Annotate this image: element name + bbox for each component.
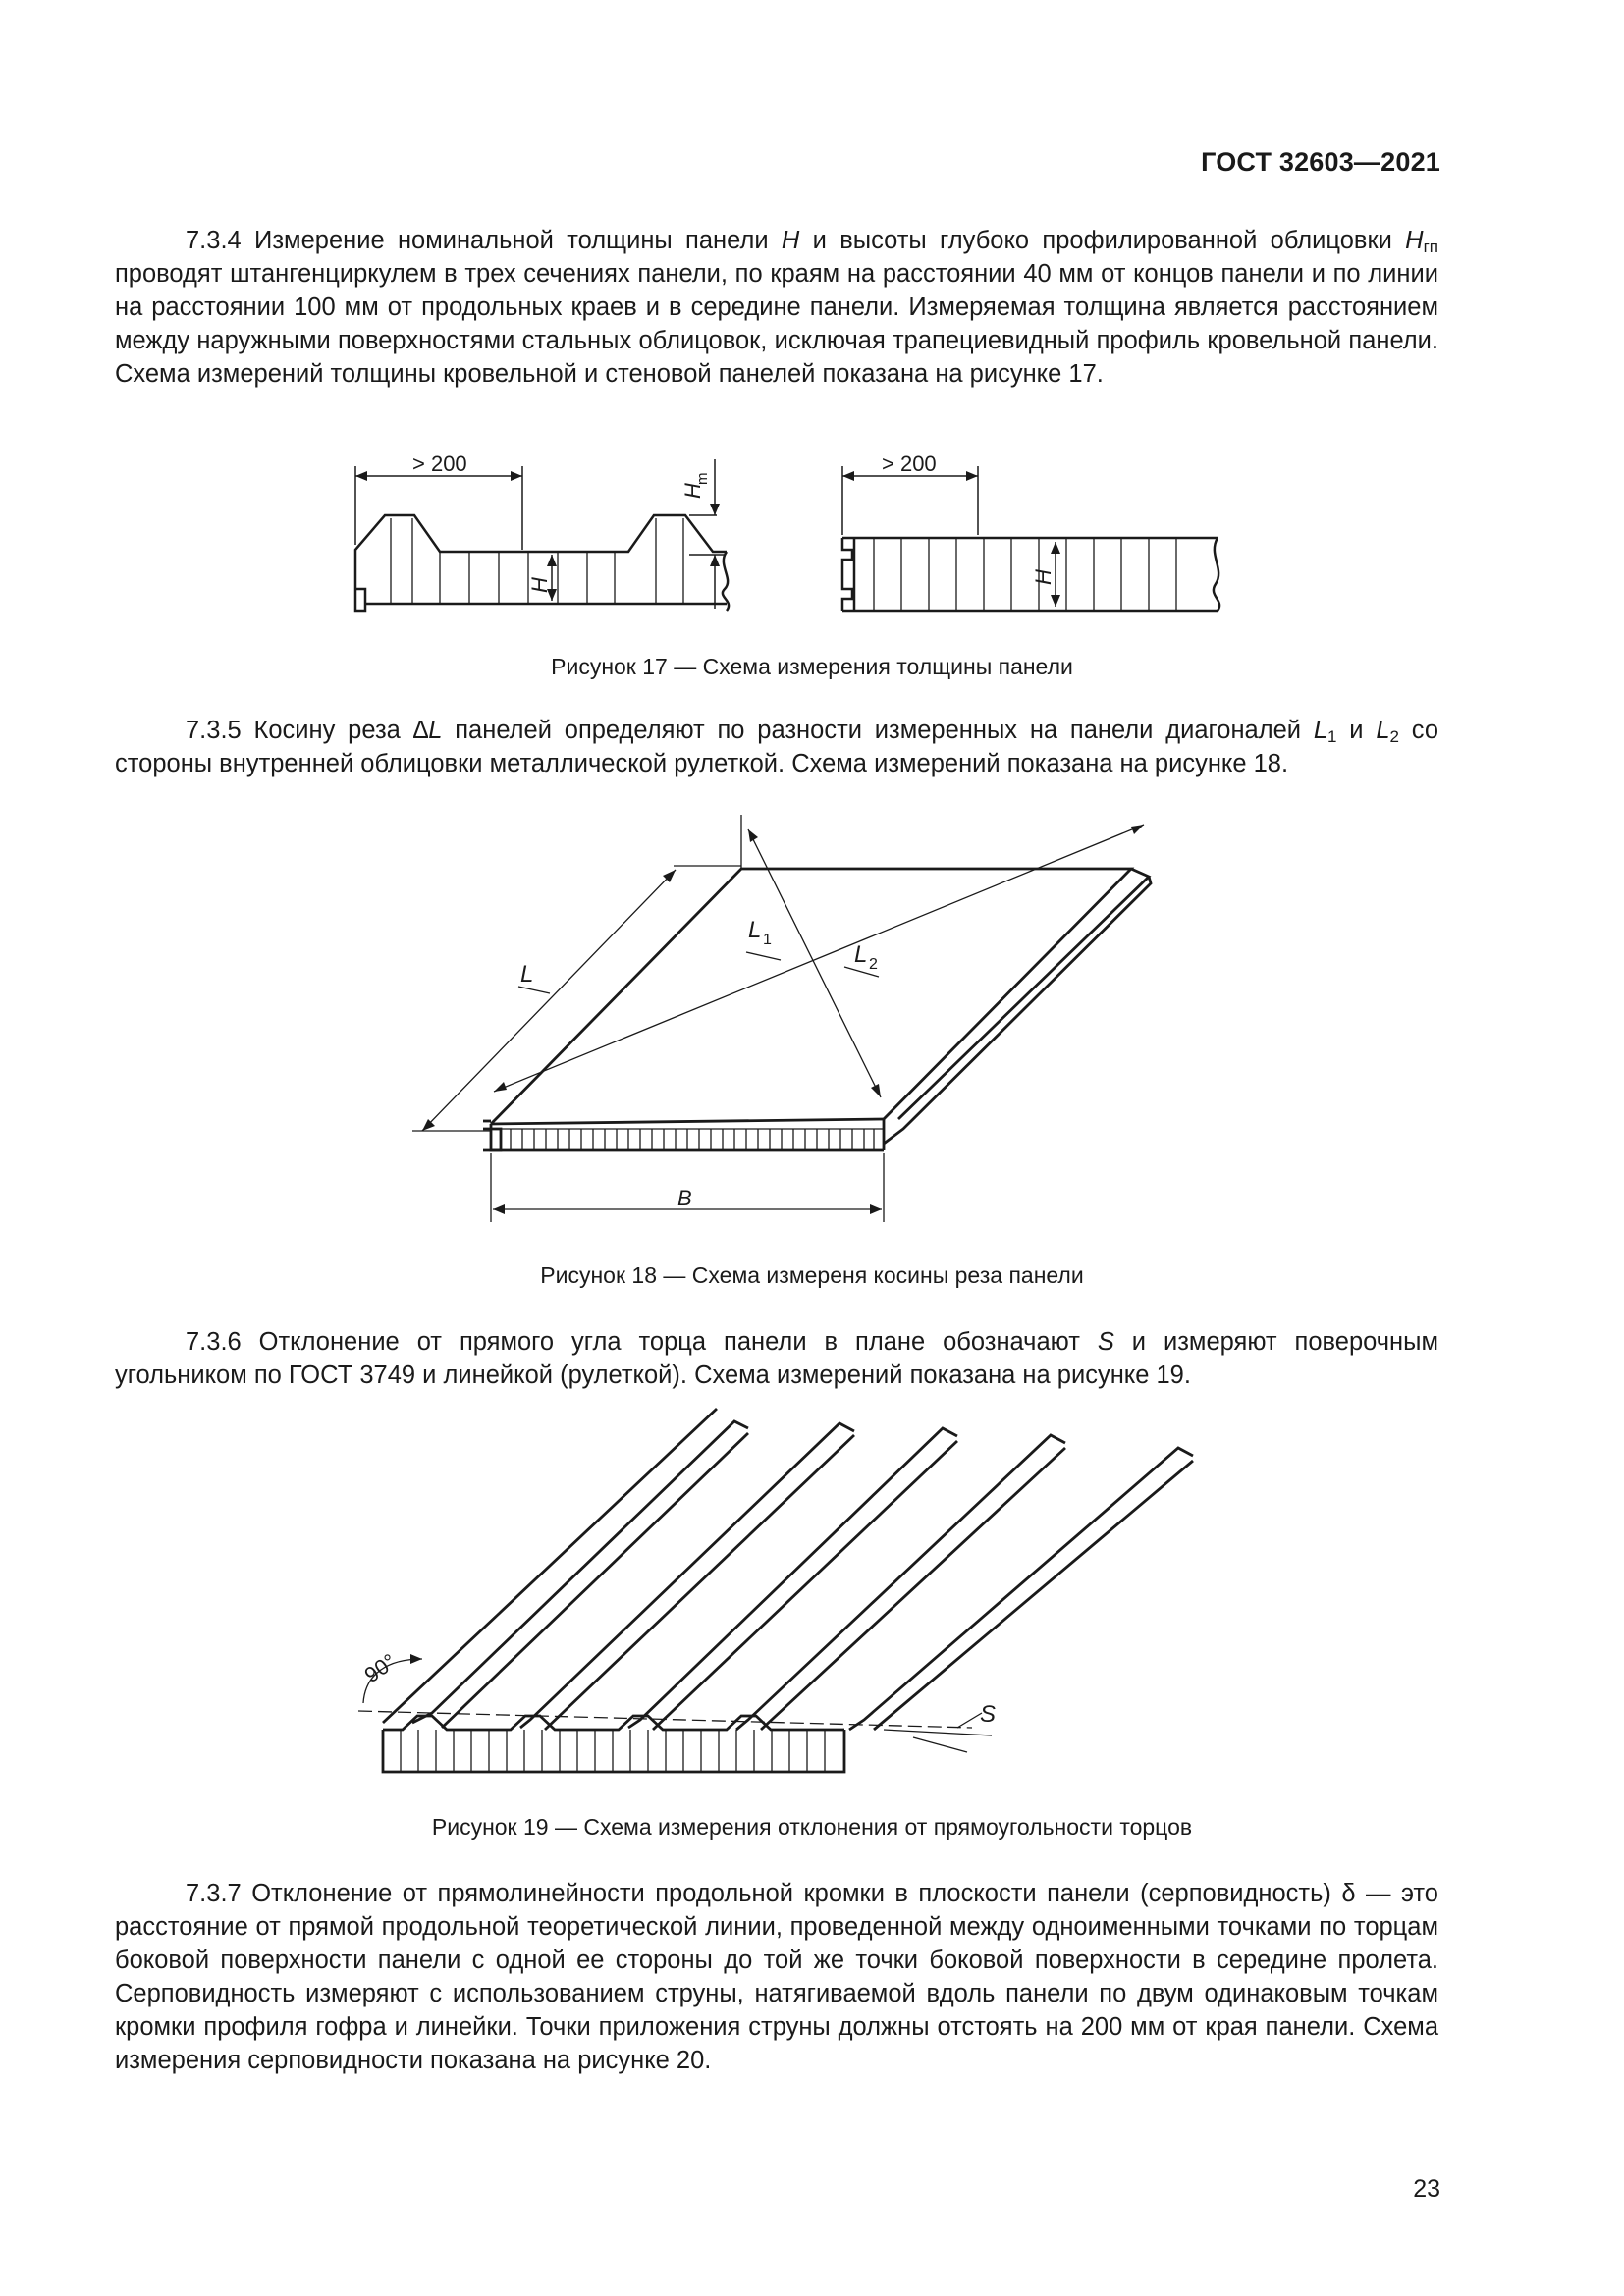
fig18-label-l: L — [520, 961, 534, 988]
fig19-label-s: S — [980, 1701, 997, 1728]
figure-17-drawing — [0, 0, 1624, 687]
p735-text-1: 7.3.5 Косину реза — [186, 717, 413, 744]
figure-18-caption: Рисунок 18 — Схема измереня косины реза панели — [540, 1262, 1084, 1288]
fig17-dim-right: > 200 — [882, 452, 937, 476]
paragraph-7-3-7 — [115, 1877, 1438, 2077]
fig17-label-hm-sub: m — [694, 472, 711, 485]
p735-text-4: со стороны внутренней облицовки металлической рулеткой. Схема измерений показана на рисунке 18. — [115, 717, 1438, 777]
paragraph-7-3-6 — [115, 1325, 1438, 1392]
page-number: 23 — [1413, 2175, 1440, 2203]
p736-text-1: 7.3.6 Отклонение от прямого угла торца панели в плане обозначают — [186, 1328, 1098, 1356]
p737-text: 7.3.7 Отклонение от прямолинейности продольной кромки в плоскости панели (серповидность) δ — это расстояние от прямой продольной теоретической линии, проведенной между одноименными точками по торцам боковой поверхности панели с одной ее стороны до той же точки боковой поверхности в середине пролета. Серповидность измеряют с использованием струны, натягиваемой вдоль панели по двум одинаковым точкам кромки профиля гофра и линейки. Точки приложения струны должны отстоять на 200 мм от края панели. Схема измерения серповидности показана на рисунке 20. — [115, 1880, 1438, 2074]
p735-var-l1-sub: 1 — [1327, 727, 1337, 746]
fig18-label-l1-sub: 1 — [763, 932, 772, 948]
p735-var-l1: L — [1313, 717, 1328, 744]
fig18-label-l1: L — [748, 917, 762, 943]
document-code: ГОСТ 32603—2021 — [1201, 147, 1440, 177]
p734-text-3: проводят штангенциркулем в трех сечениях панели, по краям на расстоянии 40 мм от концов панели и по линии на расстоянии 100 мм от продольных краев и в середине панели. Измеряемая толщина является расстоянием между наружными поверхностями стальных облицовок, исключая трапециевидный профиль кровельной панели. Схема измерений толщины кровельной и стеновой панелей показана на рисунке 17. — [115, 260, 1438, 388]
figure-19-drawing — [0, 1394, 1624, 1806]
fig18-label-l2-sub: 2 — [869, 956, 878, 973]
fig17-label-hm: H — [680, 483, 705, 499]
p735-text-2: панелей определяют по разности измеренных на панели диагоналей — [442, 717, 1314, 744]
figure-18-drawing — [0, 785, 1624, 1256]
fig19-label-angle: 90° — [359, 1648, 402, 1688]
fig17-label-h2: H — [1031, 569, 1056, 585]
p735-var-l2: L — [1376, 717, 1390, 744]
p735-text-3: и — [1336, 717, 1377, 744]
p736-var-s: S — [1097, 1328, 1114, 1356]
paragraph-7-3-5 — [115, 714, 1438, 780]
p736-text-2: и измеряют поверочным угольником по ГОСТ 3749 и линейкой (рулеткой). Схема измерений показана на рисунке 19. — [115, 1328, 1438, 1389]
p734-text-1: 7.3.4 Измерение номинальной толщины панели — [186, 227, 782, 254]
figure-17-caption: Рисунок 17 — Схема измерения толщины панели — [551, 654, 1073, 679]
p734-text-2: и высоты глубоко профилированной облицовки — [799, 227, 1406, 254]
p735-var-dl: ∆L — [412, 717, 443, 744]
figure-19-caption: Рисунок 19 — Схема измерения отклонения от прямоугольности торцов — [431, 1814, 1193, 1840]
p735-var-l2-sub: 2 — [1389, 727, 1399, 746]
fig17-dim-left: > 200 — [412, 452, 467, 476]
fig18-label-b: B — [677, 1186, 692, 1210]
fig17-label-h: H — [527, 577, 552, 593]
p734-var-hgp-sub: гп — [1423, 238, 1438, 256]
p734-var-hgp: H — [1405, 227, 1424, 254]
p734-var-h: H — [781, 227, 800, 254]
fig18-label-l2: L — [854, 941, 868, 968]
